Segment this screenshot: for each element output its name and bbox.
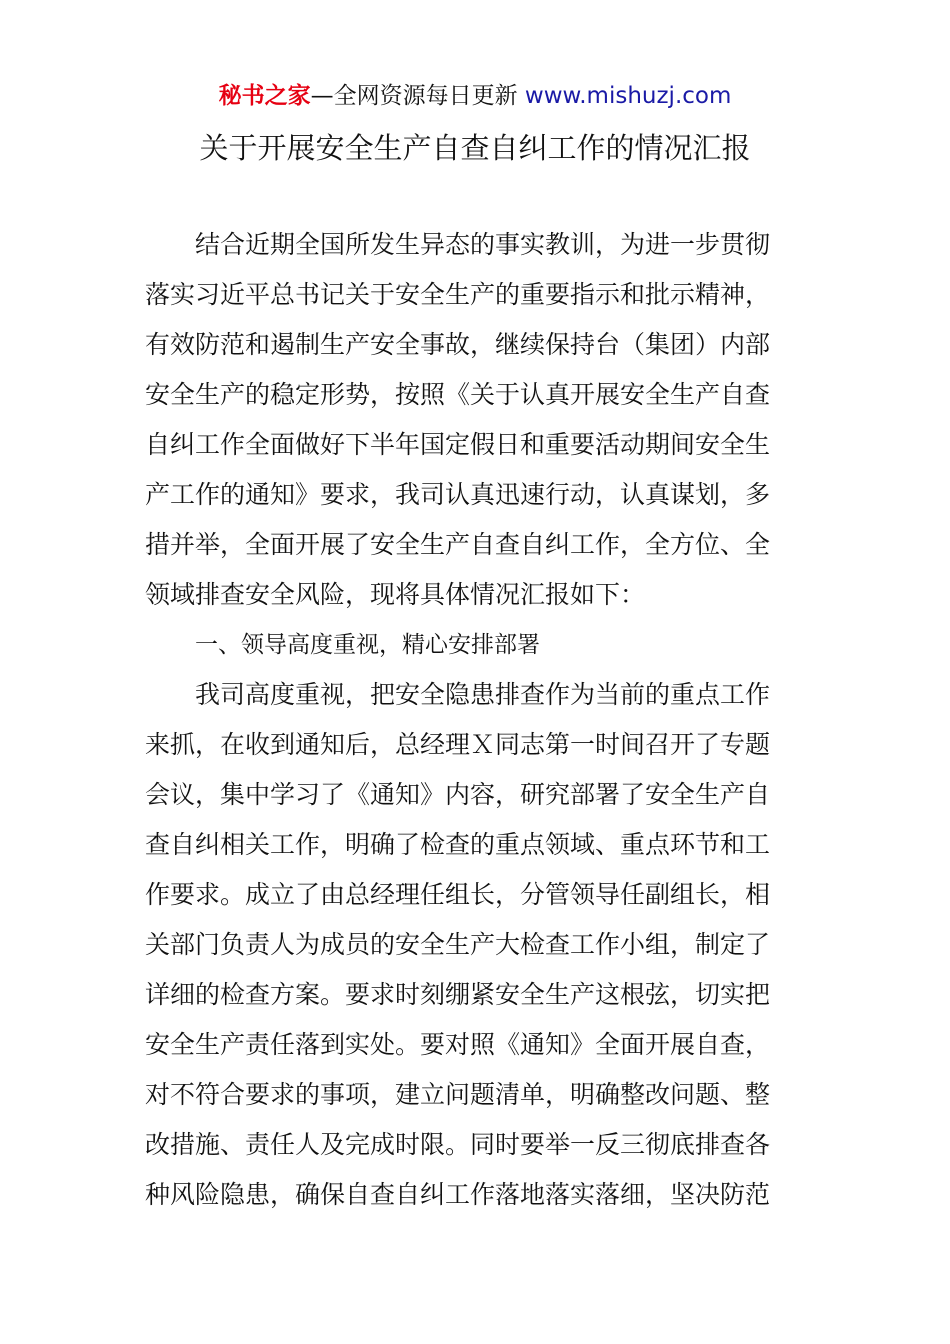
paragraph-line: 安全生产的稳定形势，按照《关于认真开展安全生产自查 [145,380,771,409]
paragraph-line: 产工作的通知》要求，我司认真迅速行动，认真谋划，多 [145,480,771,509]
paragraph-line: 自纠工作全面做好下半年国定假日和重要活动期间安全生 [145,430,771,459]
paragraph-line: 领域排查安全风险，现将具体情况汇报如下： [145,580,646,609]
paragraph-line: 详细的检查方案。要求时刻绷紧安全生产这根弦，切实把 [145,980,771,1009]
tagline: —全网资源每日更新 [310,83,525,109]
brand-name: 秘书之家 [218,83,311,109]
paragraph-line: 有效防范和遏制生产安全事故，继续保持台（集团）内部 [145,330,771,359]
paragraph-line: 查自纠相关工作，明确了检查的重点领域、重点环节和工 [145,830,771,859]
paragraph-line: 改措施、责任人及完成时限。同时要举一反三彻底排查各 [145,1130,771,1159]
site-url-link[interactable]: www.mishuzj.com [524,83,732,109]
section-heading: 一、领导高度重视，精心安排部署 [195,632,540,658]
paragraph-line: 来抓，在收到通知后，总经理Ｘ同志第一时间召开了专题 [145,730,771,759]
paragraph-line: 作要求。成立了由总经理任组长，分管领导任副组长，相 [145,880,771,909]
paragraph-line: 对不符合要求的事项，建立问题清单，明确整改问题、整 [145,1080,771,1109]
paragraph-line: 会议，集中学习了《通知》内容，研究部署了安全生产自 [145,780,771,809]
paragraph-line: 措并举，全面开展了安全生产自查自纠工作，全方位、全 [145,530,771,559]
paragraph-line: 种风险隐患，确保自查自纠工作落地落实落细，坚决防范 [145,1180,771,1209]
document-title: 关于开展安全生产自查自纠工作的情况汇报 [199,131,751,165]
paragraph-line: 我司高度重视，把安全隐患排查作为当前的重点工作 [195,680,771,709]
paragraph-line: 结合近期全国所发生异态的事实教训，为进一步贯彻 [195,230,771,259]
site-header [0,80,950,112]
paragraph-line: 落实习近平总书记关于安全生产的重要指示和批示精神， [145,280,771,309]
paragraph-line: 安全生产责任落到实处。要对照《通知》全面开展自查， [145,1030,771,1059]
paragraph-line: 关部门负责人为成员的安全生产大检查工作小组，制定了 [145,930,771,959]
